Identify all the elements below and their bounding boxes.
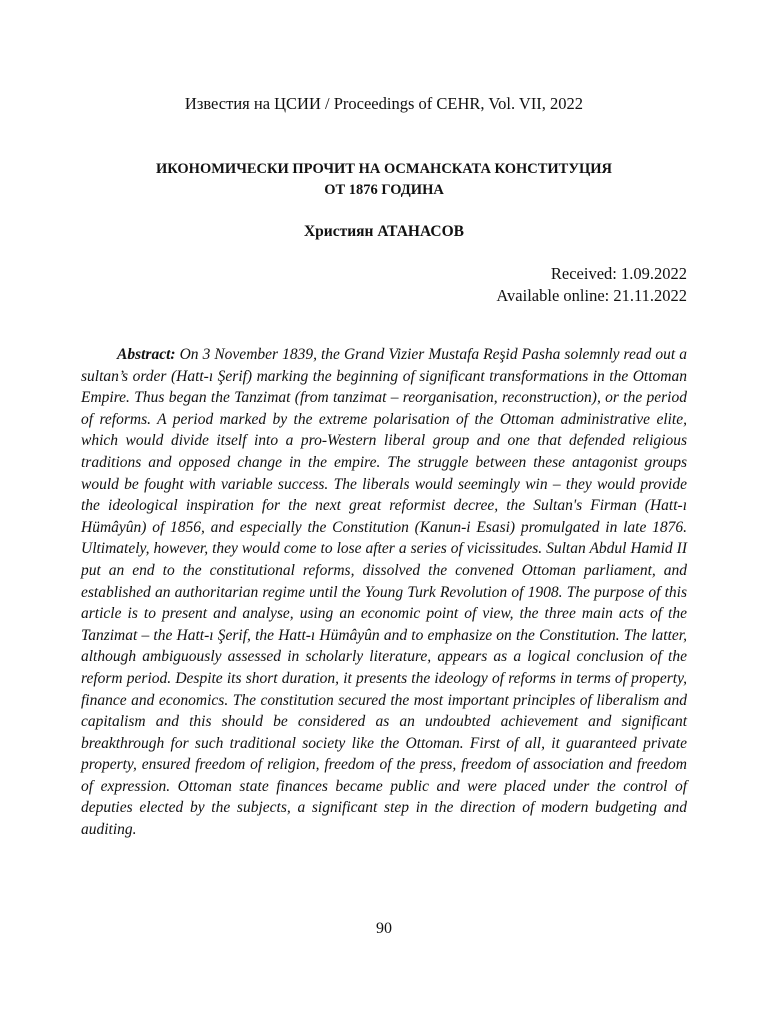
article-title-line-2: ОТ 1876 ГОДИНА (324, 182, 444, 198)
article-title (0, 159, 768, 201)
received-date: Received: 1.09.2022 (550, 264, 687, 283)
author-name: Християн АТАНАСОВ (303, 223, 465, 240)
page-number: 90 (376, 920, 392, 937)
journal-header: Известия на ЦСИИ / Proceedings of CEHR, Vol. VII, 2022 (184, 94, 584, 113)
available-online-date: Available online: 21.11.2022 (496, 286, 687, 305)
abstract-text: On 3 November 1839, the Grand Vizier Mustafa Reşid Pasha solemnly read out a sultan’s order (Hatt-ı Şerif) marking the beginning of significant transformations in the Ottoman Empire. Thus began the Tanzimat (from tanzimat – reorganisation, reconstruction), or the period of reforms. A period marked by the extreme polarisation of the Ottoman administrative elite, which would divide itself into a pro-Western liberal group and one that defended religious traditions and opposed change in the empire. The struggle between these antagonist groups would be fought with variable success. The liberals would seemingly win – they would provide the ideological inspiration for the next great reformist decree, the Sultan's Firman (Hatt-ı Hümâyûn) of 1856, and especially the Constitution (Kanun-i Esasi) promulgated in late 1876. Ultimately, however, they would come to lose after a series of vicissitudes. Sultan Abdul Hamid II put an end to the constitutional reforms, dissolved the convened Ottoman parliament, and established an authoritarian regime until the Young Turk Revolution of 1908. The purpose of this article is to present and analyse, using an economic point of view, the three main acts of the Tanzimat – the Hatt-ı Şerif, the Hatt-ı Hümâyûn and to emphasize on the Constitution. The latter, although ambiguously assessed in scholarly literature, appears as a logical conclusion of the reform period. Despite its short duration, it presents the ideology of reforms in terms of property, finance and economics. The constitution secured the most important principles of liberalism and capitalism and this should be considered as an undoubted achievement and significant breakthrough for such traditional society like the Ottoman. First of all, it guaranteed private property, ensured freedom of religion, freedom of the press, freedom of association and freedom of expression. Ottoman state finances became public and were placed under the control of deputies elected by the subjects, a significant step in the direction of modern budgeting and auditing. (81, 346, 687, 839)
article-title-line-1: ИКОНОМИЧЕСКИ ПРОЧИТ НА ОСМАНСКАТА КОНСТИТУЦИЯ (155, 161, 613, 177)
publication-dates (496, 263, 687, 307)
abstract (81, 344, 687, 841)
abstract-label: Abstract: (117, 346, 176, 363)
